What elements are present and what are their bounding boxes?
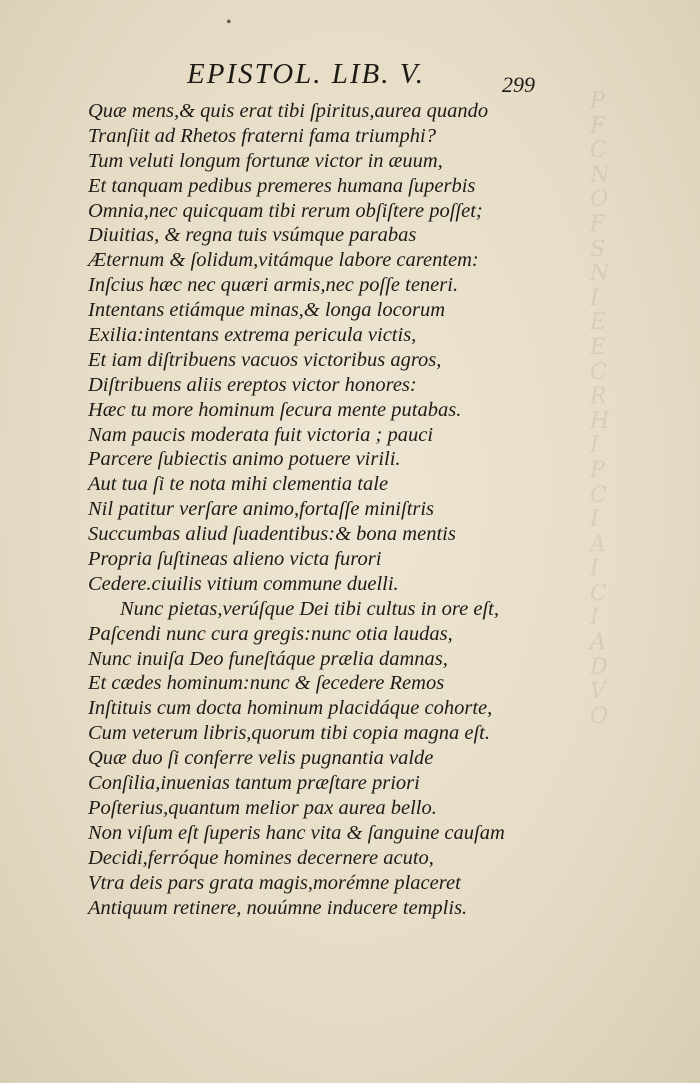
- verse-line: Cum veterum libris,quorum tibi copia magna eſt.: [88, 722, 491, 745]
- verse-line: Et iam diſtribuens vacuos victoribus agros,: [88, 348, 442, 371]
- verse-line: Quæ duo ſi conferre velis pugnantia valde: [88, 747, 434, 770]
- verse-line: Nam paucis moderata fuit victoria ; pauci: [88, 423, 434, 446]
- verse-line: Nunc inuiſa Deo funeſtáque prælia damnas,: [88, 647, 448, 670]
- verse-line: Conſilia,inuenias tantum præſtare priori: [88, 772, 420, 795]
- verse-line: Tranſiit ad Rhetos fraterni fama triumphi?: [88, 124, 436, 147]
- verse-line: Exilia:intentans extrema pericula victis,: [88, 324, 417, 347]
- verse-line: Inſcius hæc nec quæri armis,nec poſſe teneri.: [88, 274, 459, 297]
- verse-line: Propria ſuſtineas alieno victa furori: [88, 548, 382, 571]
- verse-line: Poſterius,quantum melior pax aurea bello.: [88, 796, 437, 819]
- verse-line: Inſtituis cum docta hominum placidáque cohorte,: [88, 697, 493, 720]
- verse-line: Diuitias, & regna tuis vsúmque parabas: [88, 224, 417, 247]
- page-number: 299: [502, 72, 535, 97]
- verse-line: Vtra deis pars grata magis,morémne placeret: [88, 871, 461, 894]
- verse-line: Paſcendi nunc cura gregis:nunc otia laudas,: [88, 622, 453, 645]
- verse-line: Quæ mens,& quis erat tibi ſpiritus,aurea quando: [88, 100, 489, 122]
- verse-line: Intentans etiámque minas,& longa locorum: [88, 299, 446, 322]
- verse-line: Et cædes hominum:nunc & ſecedere Remos: [88, 672, 445, 695]
- verse-line: Nil patitur verſare animo,fortaſſe miniſtris: [88, 498, 435, 521]
- verse-line: Non viſum eſt ſuperis hanc vita & ſanguine cauſam: [88, 821, 505, 844]
- verse-line: Diſtribuens aliis ereptos victor honores:: [88, 373, 417, 396]
- verse-line: Hæc tu more hominum ſecura mente putabas.: [88, 398, 462, 421]
- verse-line: Et tanquam pedibus premeres humana ſuperbis: [88, 174, 476, 197]
- verse-line: Decidi,ferróque homines decernere acuto,: [88, 846, 434, 869]
- verse-line: Succumbas aliud ſuadentibus:& bona mentis: [88, 523, 456, 546]
- verse-line: Omnia,nec quicquam tibi rerum obſiſtere poſſet;: [88, 199, 483, 222]
- page-header: [0, 58, 700, 97]
- show-through-text: P F C N O F S N I E E C R H I P C I A I C I A D V O: [590, 89, 610, 729]
- verse-line: Æternum & ſolidum,vitámque labore carentem:: [88, 249, 479, 272]
- verse-text: [88, 99, 528, 920]
- verse-line: Nunc pietas,verúſque Dei tibi cultus in ore eſt,: [120, 597, 499, 620]
- verse-line: Cedere.ciuilis vitium commune duelli.: [88, 572, 399, 595]
- printer-mark: •: [226, 14, 232, 31]
- verse-line: Antiquum retinere, nouúmne inducere templis.: [88, 896, 468, 919]
- verse-line: Parcere ſubiectis animo potuere virili.: [88, 448, 401, 471]
- verse-line: Aut tua ſi te nota mihi clementia tale: [88, 473, 389, 496]
- verse-line: Tum veluti longum fortunæ victor in æuum,: [88, 149, 443, 172]
- running-head: EPISTOL. LIB. V.: [187, 58, 425, 90]
